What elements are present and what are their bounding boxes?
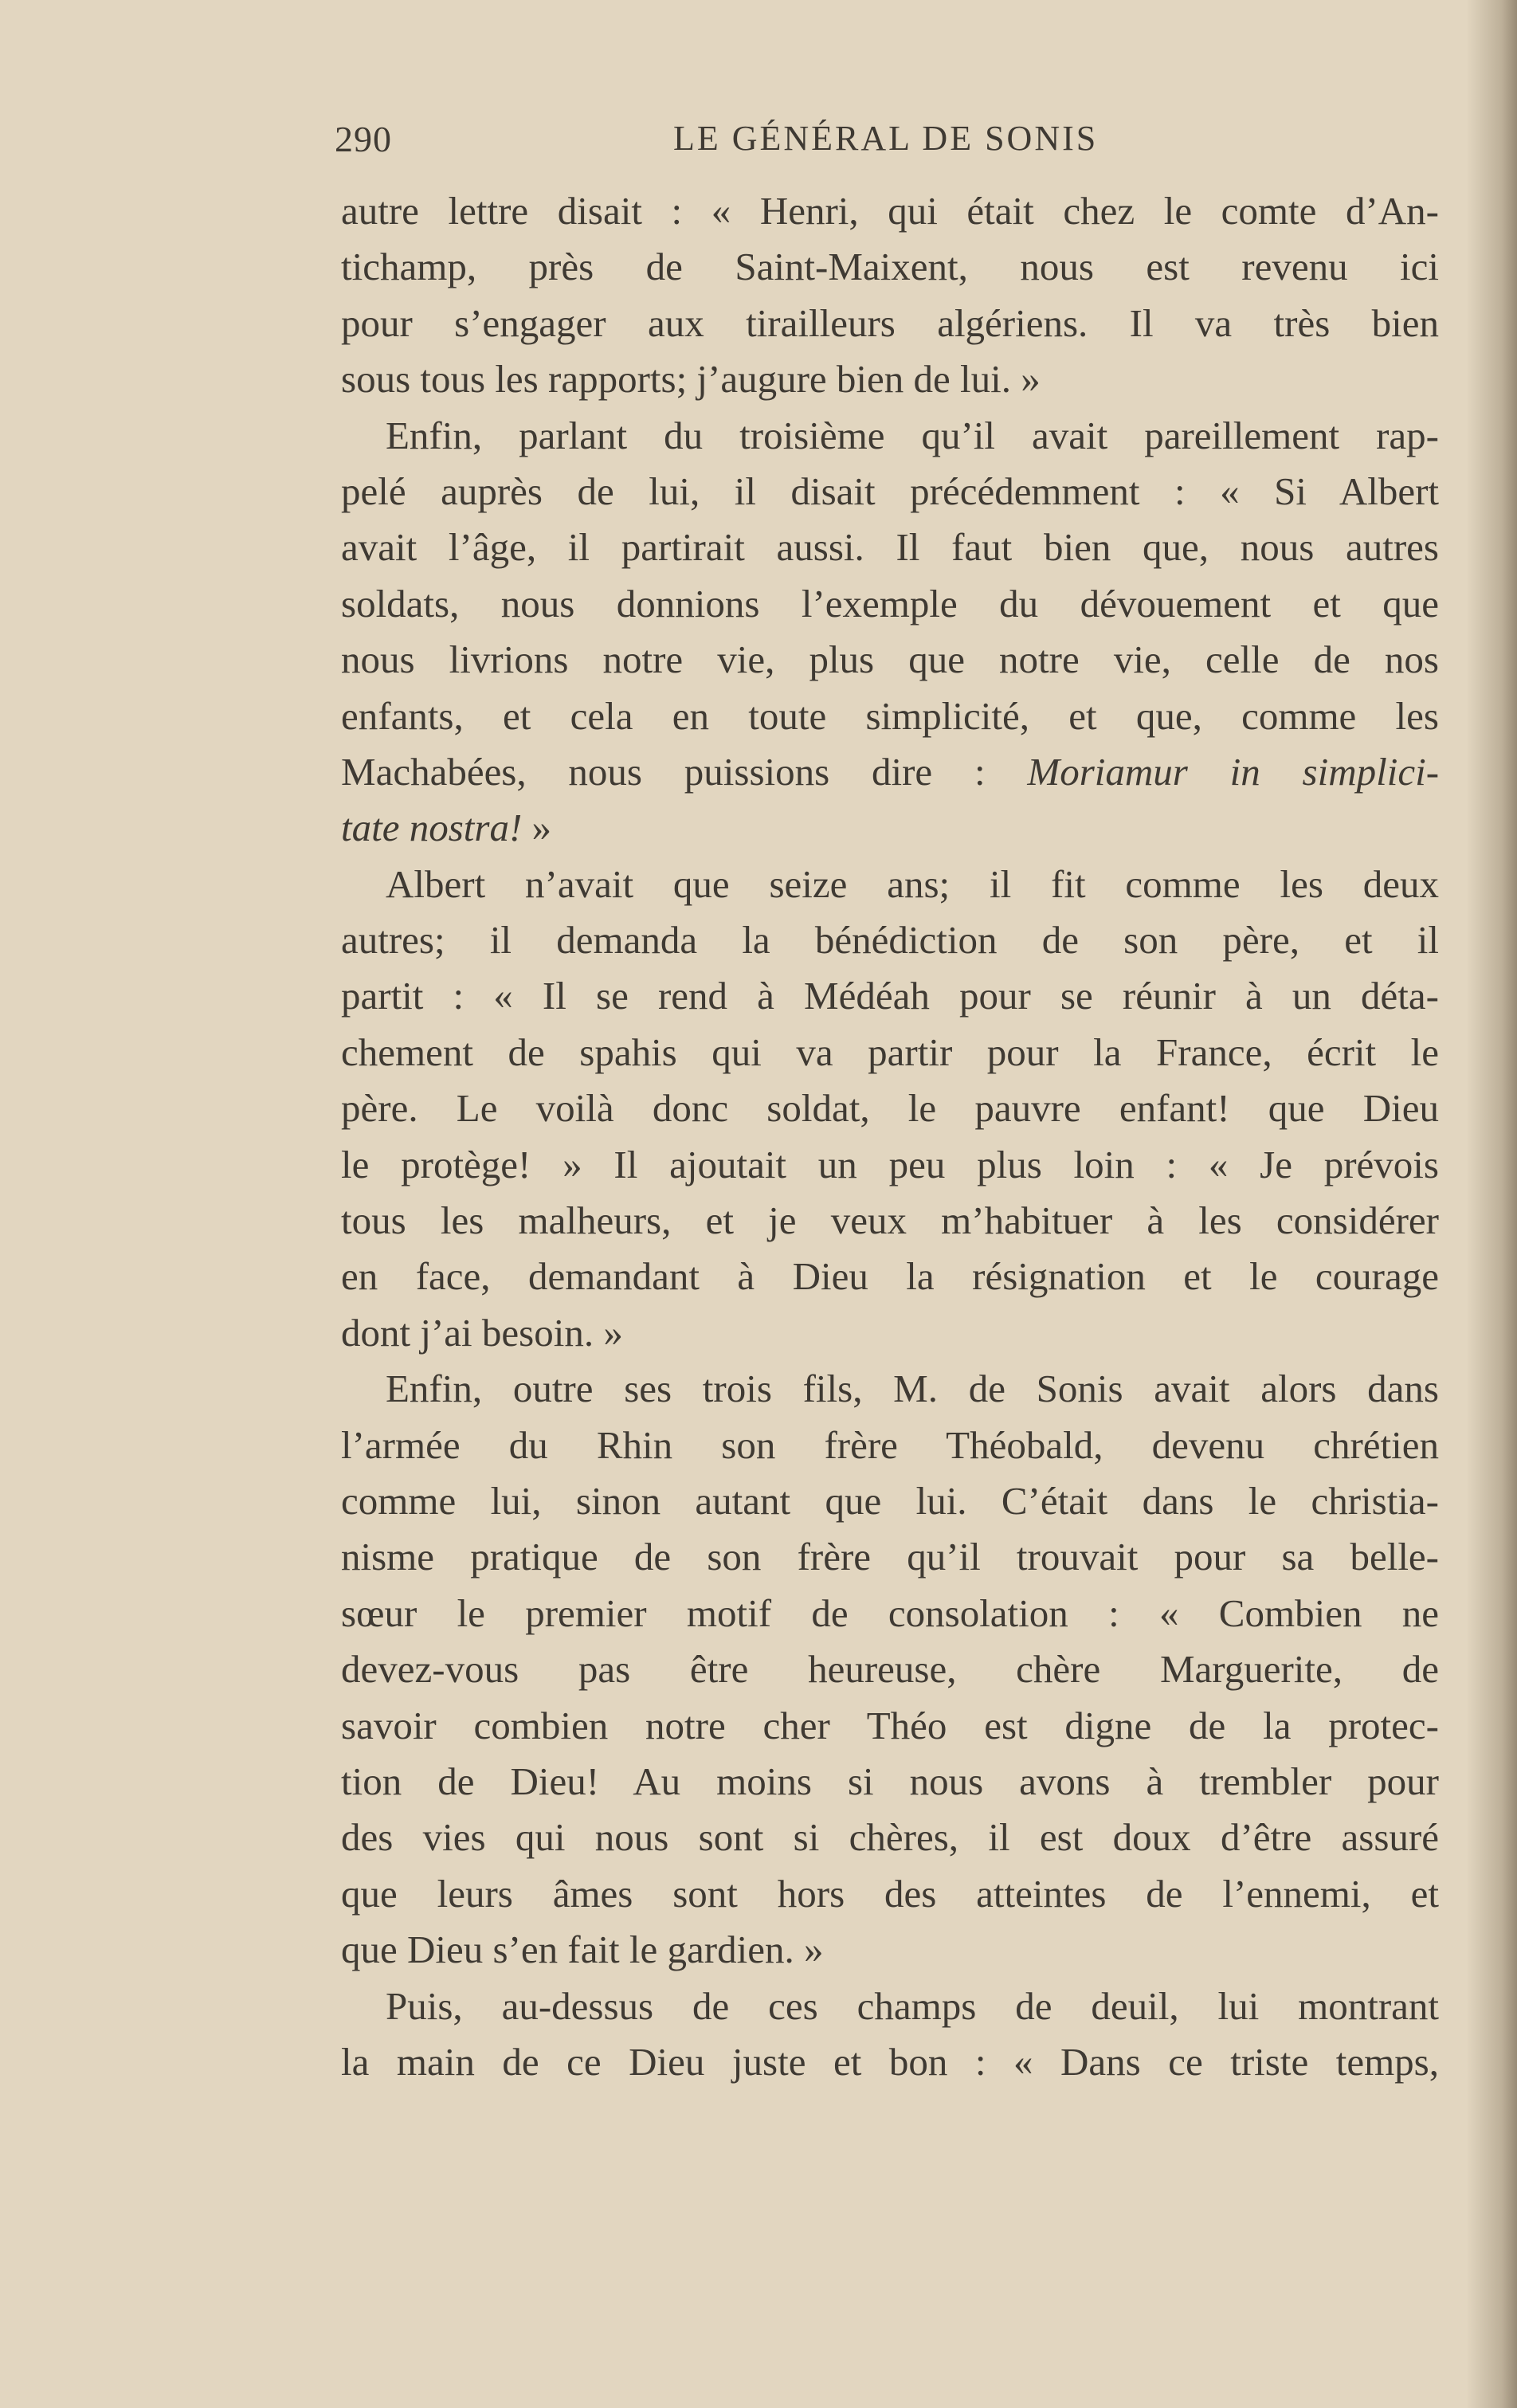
text-line: que leurs âmes sont hors des atteintes de l’ennemi, et	[341, 1871, 1439, 1916]
page-edge-shadow	[1466, 0, 1517, 2408]
text-line: l’armée du Rhin son frère Théobald, devenu chrétien	[341, 1422, 1439, 1467]
text-line: Puis, au-dessus de ces champs de deuil, lui montrant	[386, 1983, 1439, 2028]
text-line: avait l’âge, il partirait aussi. Il faut bien que, nous autres	[341, 525, 1439, 570]
text-line: dont j’ai besoin. »	[341, 1310, 623, 1355]
running-title: LE GÉNÉRAL DE SONIS	[673, 119, 1099, 158]
text-line: pour s’engager aux tirailleurs algériens. Il va très bien	[341, 300, 1439, 345]
text-line: Enfin, parlant du troisième qu’il avait pareillement rap-	[386, 413, 1439, 457]
text-line: Albert n’avait que seize ans; il fit comme les deux	[386, 861, 1439, 906]
latin-quote: Moriamur in simplici-	[1027, 749, 1439, 794]
text-line: tichamp, près de Saint-Maixent, nous est revenu ici	[341, 245, 1439, 289]
text-line: nous livrions notre vie, plus que notre vie, celle de nos	[341, 637, 1439, 682]
text-line-mixed	[341, 800, 1439, 856]
text-line: soldats, nous donnions l’exemple du dévouement et que	[341, 581, 1439, 626]
text-line: savoir combien notre cher Théo est digne de la protec-	[341, 1703, 1439, 1747]
text-line: autre lettre disait : « Henri, qui était chez le comte d’An-	[341, 189, 1439, 233]
text-line: chement de spahis qui va partir pour la France, écrit le	[341, 1029, 1439, 1074]
text-line-mixed	[341, 744, 1439, 800]
text-line: partit : « Il se rend à Médéah pour se réunir à un déta-	[341, 974, 1439, 1018]
text-line: des vies qui nous sont si chères, il est doux d’être assuré	[341, 1815, 1439, 1860]
page-number: 290	[335, 119, 392, 159]
text-line: sous tous les rapports; j’augure bien de lui. »	[341, 357, 1041, 402]
page-header	[335, 118, 1442, 166]
text-line: devez-vous pas être heureuse, chère Marguerite, de	[341, 1647, 1439, 1692]
latin-quote: tate nostra!	[341, 806, 523, 850]
text-line: pelé auprès de lui, il disait précédemment : « Si Albert	[341, 469, 1439, 513]
text-segment: »	[531, 806, 552, 850]
text-line: tion de Dieu! Au moins si nous avons à trembler pour	[341, 1759, 1439, 1803]
text-line: comme lui, sinon autant que lui. C’était dans le christia-	[341, 1478, 1439, 1523]
text-line: père. Le voilà donc soldat, le pauvre enfant! que Dieu	[341, 1086, 1439, 1131]
text-line: la main de ce Dieu juste et bon : « Dans ce triste temps,	[341, 2039, 1439, 2084]
text-line: le protège! » Il ajoutait un peu plus loin : « Je prévois	[341, 1142, 1439, 1186]
text-line: sœur le premier motif de consolation : « Combien ne	[341, 1590, 1439, 1635]
text-line: que Dieu s’en fait le gardien. »	[341, 1928, 824, 1972]
body-text	[341, 183, 1439, 2090]
text-line: autres; il demanda la bénédiction de son père, et il	[341, 918, 1439, 963]
text-line: en face, demandant à Dieu la résignation et le courage	[341, 1254, 1439, 1299]
text-line: enfants, et cela en toute simplicité, et que, comme les	[341, 693, 1439, 738]
text-segment: Machabées, nous puissions dire :	[341, 749, 986, 794]
text-line: nisme pratique de son frère qu’il trouvait pour sa belle-	[341, 1535, 1439, 1579]
text-line: Enfin, outre ses trois fils, M. de Sonis avait alors dans	[386, 1367, 1439, 1411]
text-line: tous les malheurs, et je veux m’habituer à les considérer	[341, 1198, 1439, 1243]
